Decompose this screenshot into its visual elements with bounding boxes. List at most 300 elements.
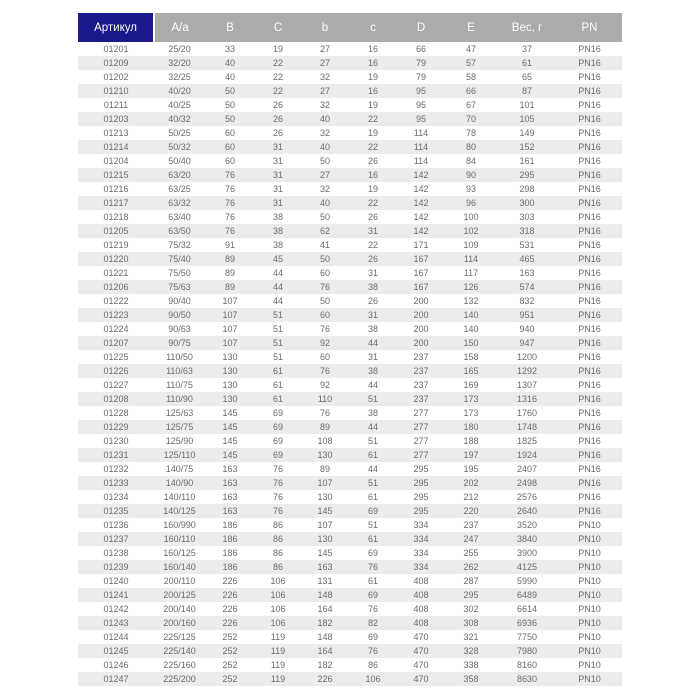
table-cell: 140/75 (154, 462, 205, 476)
table-cell: 237 (397, 364, 445, 378)
table-cell: 45 (255, 252, 301, 266)
table-cell: PN16 (557, 406, 622, 420)
article-cell: 01233 (78, 476, 154, 490)
table-cell: 186 (205, 546, 255, 560)
table-cell: 200 (397, 294, 445, 308)
table-cell: 106 (255, 574, 301, 588)
table-cell: 6614 (497, 602, 557, 616)
table-cell: 277 (397, 406, 445, 420)
table-cell: 163 (301, 560, 349, 574)
article-cell: 01237 (78, 532, 154, 546)
table-cell: 75/32 (154, 238, 205, 252)
table-cell: 31 (255, 196, 301, 210)
table-cell: 95 (397, 98, 445, 112)
table-cell: 51 (255, 350, 301, 364)
table-cell: 318 (497, 224, 557, 238)
table-cell: 60 (205, 126, 255, 140)
table-cell: 109 (445, 238, 497, 252)
article-cell: 01234 (78, 490, 154, 504)
article-cell: 01213 (78, 126, 154, 140)
table-cell: 106 (349, 672, 397, 686)
table-cell: 470 (397, 630, 445, 644)
table-cell: 69 (349, 504, 397, 518)
table-cell: 408 (397, 574, 445, 588)
table-cell: 78 (445, 126, 497, 140)
table-cell: PN16 (557, 490, 622, 504)
table-cell: 63/32 (154, 196, 205, 210)
table-cell: PN16 (557, 322, 622, 336)
table-cell: 66 (445, 84, 497, 98)
table-cell: 31 (349, 224, 397, 238)
table-cell: 50 (205, 98, 255, 112)
table-cell: 226 (205, 574, 255, 588)
table-cell: 107 (301, 518, 349, 532)
column-header-b: b (301, 13, 349, 42)
table-cell: 69 (255, 434, 301, 448)
table-cell: 237 (397, 378, 445, 392)
table-cell: 41 (301, 238, 349, 252)
table-cell: 142 (397, 182, 445, 196)
table-cell: 69 (349, 546, 397, 560)
table-cell: 90/40 (154, 294, 205, 308)
table-cell: 16 (349, 168, 397, 182)
article-cell: 01207 (78, 336, 154, 350)
table-cell: 951 (497, 308, 557, 322)
table-cell: 225/140 (154, 644, 205, 658)
table-cell: 90/75 (154, 336, 205, 350)
table-cell: 114 (397, 126, 445, 140)
table-cell: 44 (255, 266, 301, 280)
table-cell: 408 (397, 616, 445, 630)
table-cell: 1307 (497, 378, 557, 392)
table-cell: 148 (301, 630, 349, 644)
article-cell: 01236 (78, 518, 154, 532)
table-cell: 145 (205, 434, 255, 448)
table-cell: 76 (349, 602, 397, 616)
table-cell: 574 (497, 280, 557, 294)
table-cell: 38 (349, 364, 397, 378)
table-cell: PN16 (557, 294, 622, 308)
table-cell: 31 (349, 350, 397, 364)
table-cell: 60 (301, 266, 349, 280)
table-row (78, 70, 622, 84)
table-cell: 142 (397, 224, 445, 238)
table-cell: 38 (349, 322, 397, 336)
table-row (78, 294, 622, 308)
table-cell: 107 (205, 308, 255, 322)
table-cell: 225/125 (154, 630, 205, 644)
table-cell: 16 (349, 84, 397, 98)
table-cell: 1316 (497, 392, 557, 406)
table-cell: 89 (205, 266, 255, 280)
table-cell: 237 (397, 350, 445, 364)
table-cell: 50 (301, 252, 349, 266)
table-cell: 142 (397, 210, 445, 224)
table-cell: 40 (301, 196, 349, 210)
table-cell: 132 (445, 294, 497, 308)
table-row (78, 252, 622, 266)
article-cell: 01219 (78, 238, 154, 252)
table-cell: 105 (497, 112, 557, 126)
table-row (78, 434, 622, 448)
table-cell: PN16 (557, 462, 622, 476)
table-cell: 92 (301, 336, 349, 350)
table-cell: 470 (397, 672, 445, 686)
table-cell: 7980 (497, 644, 557, 658)
table-cell: 40 (301, 140, 349, 154)
table-cell: 6489 (497, 588, 557, 602)
table-cell: 163 (205, 504, 255, 518)
table-cell: PN16 (557, 196, 622, 210)
table-cell: 125/90 (154, 434, 205, 448)
table-cell: 31 (255, 168, 301, 182)
table-cell: 86 (255, 546, 301, 560)
table-cell: 237 (397, 392, 445, 406)
table-cell: 531 (497, 238, 557, 252)
table-cell: 182 (301, 658, 349, 672)
table-cell: 119 (255, 630, 301, 644)
table-cell: 148 (301, 588, 349, 602)
table-row (78, 476, 622, 490)
table-cell: 93 (445, 182, 497, 196)
table-cell: PN16 (557, 350, 622, 364)
table-cell: 61 (255, 392, 301, 406)
table-cell: 16 (349, 56, 397, 70)
article-cell: 01231 (78, 448, 154, 462)
table-cell: 40 (205, 70, 255, 84)
article-cell: 01240 (78, 574, 154, 588)
table-cell: 186 (205, 560, 255, 574)
article-cell: 01218 (78, 210, 154, 224)
table-cell: 31 (255, 182, 301, 196)
table-row (78, 126, 622, 140)
table-cell: 195 (445, 462, 497, 476)
table-cell: 145 (205, 406, 255, 420)
table-cell: 130 (205, 378, 255, 392)
table-cell: 38 (255, 238, 301, 252)
table-cell: PN16 (557, 308, 622, 322)
table-row (78, 588, 622, 602)
table-row (78, 630, 622, 644)
table-cell: 26 (255, 112, 301, 126)
table-cell: 38 (349, 406, 397, 420)
article-cell: 01204 (78, 154, 154, 168)
table-cell: PN16 (557, 182, 622, 196)
table-cell: 119 (255, 658, 301, 672)
table-row (78, 308, 622, 322)
table-cell: 295 (397, 490, 445, 504)
article-cell: 01242 (78, 602, 154, 616)
table-cell: 160/125 (154, 546, 205, 560)
table-row (78, 448, 622, 462)
article-cell: 01211 (78, 98, 154, 112)
table-row (78, 420, 622, 434)
table-cell: PN10 (557, 588, 622, 602)
table-cell: 37 (497, 42, 557, 56)
table-cell: 1825 (497, 434, 557, 448)
table-cell: 40/20 (154, 84, 205, 98)
table-cell: 200/110 (154, 574, 205, 588)
table-cell: 200 (397, 322, 445, 336)
table-cell: 182 (301, 616, 349, 630)
table-cell: 1748 (497, 420, 557, 434)
table-cell: 22 (255, 84, 301, 98)
table-cell: 106 (255, 616, 301, 630)
table-cell: 358 (445, 672, 497, 686)
table-cell: 32 (301, 126, 349, 140)
table-cell: PN16 (557, 434, 622, 448)
table-cell: 96 (445, 196, 497, 210)
table-cell: 19 (349, 98, 397, 112)
article-cell: 01220 (78, 252, 154, 266)
table-cell: PN16 (557, 210, 622, 224)
table-cell: 51 (349, 434, 397, 448)
table-cell: 22 (255, 70, 301, 84)
table-cell: 110/50 (154, 350, 205, 364)
table-cell: 33 (205, 42, 255, 56)
table-cell: 167 (397, 266, 445, 280)
table-cell: 50 (301, 210, 349, 224)
table-cell: 69 (349, 588, 397, 602)
table-cell: 70 (445, 112, 497, 126)
table-row (78, 392, 622, 406)
table-cell: 26 (255, 126, 301, 140)
table-cell: 108 (301, 434, 349, 448)
table-cell: 51 (255, 308, 301, 322)
table-cell: 262 (445, 560, 497, 574)
table-cell: 82 (349, 616, 397, 630)
table-cell: 202 (445, 476, 497, 490)
table-cell: PN16 (557, 392, 622, 406)
table-cell: 19 (349, 182, 397, 196)
table-cell: 2407 (497, 462, 557, 476)
table-cell: 252 (205, 672, 255, 686)
table-cell: 334 (397, 560, 445, 574)
table-cell: 298 (497, 182, 557, 196)
article-cell: 01206 (78, 280, 154, 294)
table-row (78, 602, 622, 616)
column-header-pn: PN (557, 13, 622, 42)
table-cell: 308 (445, 616, 497, 630)
table-cell: 302 (445, 602, 497, 616)
table-cell: 50 (301, 154, 349, 168)
table-cell: 76 (255, 462, 301, 476)
table-cell: 110/75 (154, 378, 205, 392)
table-cell: PN16 (557, 280, 622, 294)
table-cell: PN10 (557, 630, 622, 644)
article-cell: 01217 (78, 196, 154, 210)
table-cell: 131 (301, 574, 349, 588)
table-cell: 40/32 (154, 112, 205, 126)
table-cell: 295 (397, 504, 445, 518)
table-cell: 334 (397, 532, 445, 546)
table-cell: 5990 (497, 574, 557, 588)
table-cell: 92 (301, 378, 349, 392)
column-header-вес-г: Вес, г (497, 13, 557, 42)
table-row (78, 462, 622, 476)
table-cell: 63/40 (154, 210, 205, 224)
table-cell: 200 (397, 308, 445, 322)
table-cell: 334 (397, 518, 445, 532)
table-cell: 80 (445, 140, 497, 154)
table-cell: 1200 (497, 350, 557, 364)
column-header-d: D (397, 13, 445, 42)
table-row (78, 168, 622, 182)
table-cell: 61 (349, 490, 397, 504)
table-cell: 26 (255, 98, 301, 112)
table-row (78, 406, 622, 420)
table-cell: 27 (301, 168, 349, 182)
table-row (78, 112, 622, 126)
table-cell: 69 (349, 630, 397, 644)
table-cell: PN16 (557, 476, 622, 490)
table-row (78, 574, 622, 588)
table-cell: 125/75 (154, 420, 205, 434)
table-cell: 247 (445, 532, 497, 546)
table-cell: PN16 (557, 98, 622, 112)
table-cell: 3840 (497, 532, 557, 546)
header-row (78, 13, 622, 42)
table-cell: 76 (205, 196, 255, 210)
article-cell: 01208 (78, 392, 154, 406)
table-cell: 95 (397, 112, 445, 126)
table-cell: PN16 (557, 70, 622, 84)
table-cell: PN10 (557, 574, 622, 588)
table-cell: 75/63 (154, 280, 205, 294)
table-cell: 61 (255, 378, 301, 392)
table-cell: 32/25 (154, 70, 205, 84)
table-row (78, 56, 622, 70)
table-cell: 101 (497, 98, 557, 112)
spec-table (78, 13, 622, 686)
table-cell: 51 (255, 336, 301, 350)
table-cell: 186 (205, 532, 255, 546)
table-cell: 40/25 (154, 98, 205, 112)
table-cell: 149 (497, 126, 557, 140)
table-cell: 91 (205, 238, 255, 252)
table-row (78, 350, 622, 364)
table-cell: 86 (255, 560, 301, 574)
table-cell: 26 (349, 294, 397, 308)
table-cell: 76 (301, 406, 349, 420)
table-cell: 130 (301, 448, 349, 462)
table-cell: 62 (301, 224, 349, 238)
table-row (78, 84, 622, 98)
article-cell: 01227 (78, 378, 154, 392)
table-row (78, 518, 622, 532)
table-cell: 200/125 (154, 588, 205, 602)
table-cell: 408 (397, 602, 445, 616)
table-cell: 19 (255, 42, 301, 56)
table-cell: 107 (205, 294, 255, 308)
table-cell: 212 (445, 490, 497, 504)
table-cell: PN16 (557, 84, 622, 98)
table-cell: 226 (205, 588, 255, 602)
table-row (78, 336, 622, 350)
column-header-e: E (445, 13, 497, 42)
table-cell: 140 (445, 322, 497, 336)
table-cell: 173 (445, 406, 497, 420)
table-body (78, 42, 622, 686)
article-cell: 01225 (78, 350, 154, 364)
table-cell: 47 (445, 42, 497, 56)
table-cell: 32 (301, 182, 349, 196)
table-cell: 145 (301, 504, 349, 518)
table-cell: 51 (349, 476, 397, 490)
table-cell: 220 (445, 504, 497, 518)
table-row (78, 504, 622, 518)
table-cell: 110/90 (154, 392, 205, 406)
table-cell: 126 (445, 280, 497, 294)
article-cell: 01224 (78, 322, 154, 336)
table-cell: 277 (397, 420, 445, 434)
table-cell: 44 (255, 294, 301, 308)
table-cell: 44 (349, 378, 397, 392)
table-cell: 7750 (497, 630, 557, 644)
article-cell: 01201 (78, 42, 154, 56)
table-cell: 152 (497, 140, 557, 154)
table-cell: 44 (255, 280, 301, 294)
table-cell: 76 (349, 644, 397, 658)
table-cell: 130 (205, 350, 255, 364)
table-cell: 167 (397, 252, 445, 266)
table-cell: 8630 (497, 672, 557, 686)
table-cell: PN16 (557, 364, 622, 378)
table-cell: 107 (301, 476, 349, 490)
table-cell: 40 (301, 112, 349, 126)
column-header-article: Артикул (78, 13, 154, 42)
table-cell: 19 (349, 126, 397, 140)
table-cell: 27 (301, 84, 349, 98)
table-cell: 130 (301, 532, 349, 546)
table-cell: 22 (349, 112, 397, 126)
table-cell: 300 (497, 196, 557, 210)
article-cell: 01203 (78, 112, 154, 126)
table-cell: 334 (397, 546, 445, 560)
table-cell: PN16 (557, 140, 622, 154)
table-cell: 50 (301, 294, 349, 308)
column-header-a-a: A/a (154, 13, 205, 42)
table-cell: 89 (301, 462, 349, 476)
article-cell: 01239 (78, 560, 154, 574)
table-row (78, 182, 622, 196)
table-cell: 197 (445, 448, 497, 462)
table-cell: 60 (205, 154, 255, 168)
table-cell: 145 (205, 420, 255, 434)
table-cell: 38 (255, 210, 301, 224)
table-cell: 63/50 (154, 224, 205, 238)
table-cell: 76 (301, 322, 349, 336)
table-cell: 125/110 (154, 448, 205, 462)
table-cell: 44 (349, 336, 397, 350)
table-cell: 252 (205, 658, 255, 672)
table-cell: PN10 (557, 532, 622, 546)
table-cell: 160/140 (154, 560, 205, 574)
table-cell: 76 (301, 280, 349, 294)
table-cell: 75/40 (154, 252, 205, 266)
table-cell: 76 (205, 182, 255, 196)
table-cell: 295 (497, 168, 557, 182)
table-cell: 1924 (497, 448, 557, 462)
table-cell: 69 (255, 406, 301, 420)
table-row (78, 378, 622, 392)
table-cell: 51 (349, 392, 397, 406)
table-cell: 26 (349, 252, 397, 266)
table-cell: 110 (301, 392, 349, 406)
table-cell: 295 (445, 588, 497, 602)
table-cell: 142 (397, 196, 445, 210)
table-cell: PN10 (557, 658, 622, 672)
